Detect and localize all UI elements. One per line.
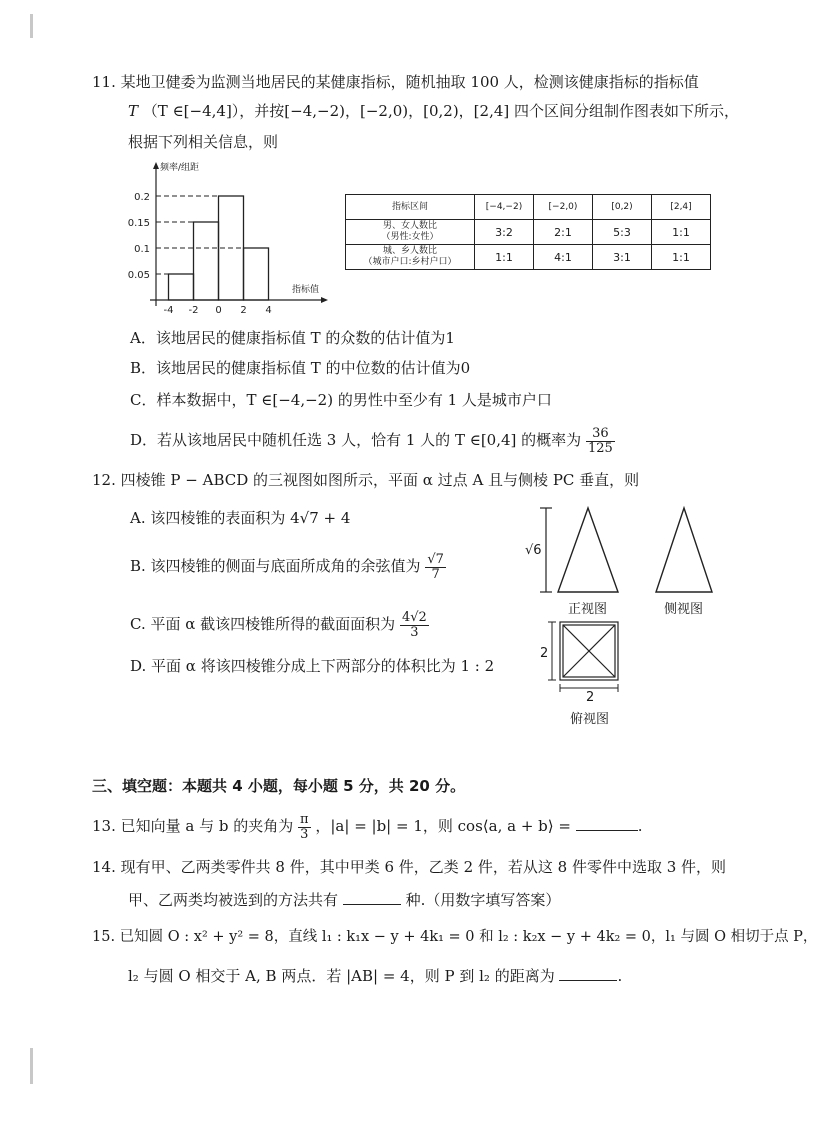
- q11-option-a: A．该地居民的健康指标值 T 的众数的估计值为1: [130, 329, 455, 347]
- q15-text-1: 已知圆 O : x² + y² = 8，直线 l₁ : k₁x − y + 4k₁ = 0 和 l₂ : k₂x − y + 4k₂ = 0，l₁ 与圆 O 相切于点 P，: [119, 929, 817, 945]
- x-tick-label: -2: [188, 305, 199, 316]
- y-axis-label: 频率/组距: [160, 163, 200, 173]
- table-header-cell: [2,4]: [652, 195, 711, 220]
- table-cell: 5:3: [593, 220, 652, 245]
- table-cell: 2:1: [534, 220, 593, 245]
- q15-line-2: [128, 964, 622, 986]
- q12-option-b: [130, 548, 446, 584]
- y-tick-label: 0.2: [134, 192, 150, 203]
- q14-text-1: 现有甲、乙两类零件共 8 件，其中甲类 6 件，乙类 2 件，若从这 8 件零件中选取 3 件，则: [120, 858, 727, 876]
- question-13: [92, 808, 643, 844]
- side-view-triangle: [656, 508, 712, 592]
- top-view-label: 俯视图: [570, 712, 610, 727]
- table-cell: 1:1: [652, 220, 711, 245]
- y-axis-arrow: [153, 162, 159, 169]
- row-label-line: （男性:女性）: [381, 232, 439, 242]
- front-view-label: 正视图: [568, 602, 608, 617]
- q11-line-1: [92, 72, 699, 92]
- q14-line-1: [92, 857, 726, 877]
- q13-answer-blank[interactable]: [576, 814, 638, 831]
- q13-number: 13.: [92, 817, 116, 835]
- q15-number: 15.: [92, 929, 116, 945]
- q11-option-b: B．该地居民的健康指标值 T 的中位数的估计值为0: [130, 359, 471, 377]
- q11-line-3: 根据下列相关信息，则: [128, 133, 279, 151]
- q12-option-c-text: C. 平面 α 截该四棱锥所得的截面面积为: [130, 615, 396, 633]
- fraction-denominator: 7: [431, 566, 440, 582]
- table-header-cell: [−4,−2): [475, 195, 534, 220]
- fraction-numerator: √7: [427, 551, 444, 567]
- x-axis-arrow: [321, 297, 328, 303]
- q11-number: 11.: [92, 73, 116, 91]
- q11-option-d-text: D．若从该地居民中随机任选 3 人，恰有 1 人的 T ∈[0,4] 的概率为: [130, 431, 582, 449]
- table-cell: 3:1: [593, 245, 652, 270]
- top-view-height-label: 2: [540, 646, 549, 661]
- fraction-numerator: 4√2: [401, 609, 427, 625]
- table-header-cell: [0,2): [593, 195, 652, 220]
- q14-line-2: [128, 888, 560, 910]
- row-label-line: 男、女人数比: [382, 221, 437, 231]
- three-view-drawing: [520, 498, 740, 728]
- q14-number: 14.: [92, 858, 116, 876]
- fraction-denominator: 3: [410, 624, 419, 640]
- q12-number: 12.: [92, 471, 116, 489]
- q12-option-b-fraction: [425, 553, 446, 582]
- q11-option-d: [130, 422, 615, 458]
- x-tick-label: 2: [240, 305, 247, 316]
- q11-line-2: [128, 101, 739, 121]
- frequency-histogram: [120, 160, 340, 316]
- table-cell: 1:1: [475, 245, 534, 270]
- row-label-line: 城、乡人数比: [382, 246, 437, 256]
- q14-text-2a: 甲、乙两类均被选到的方法共有: [128, 891, 339, 909]
- q11-option-c: C．样本数据中，T ∈[−4,−2) 的男性中至少有 1 人是城市户口: [130, 391, 552, 409]
- q11-stem-2-var: T: [128, 102, 139, 120]
- q13-text-1: 已知向量 a 与 b 的夹角为: [120, 817, 294, 835]
- fraction-denominator: 125: [587, 440, 613, 456]
- top-view-width-label: 2: [586, 690, 595, 705]
- table-row: [346, 220, 711, 245]
- side-view-label: 侧视图: [664, 602, 704, 617]
- top-view-square: [548, 622, 618, 692]
- q13-end: .: [637, 817, 643, 835]
- q14-answer-blank[interactable]: [343, 888, 401, 905]
- fraction-numerator: 36: [586, 427, 615, 442]
- histogram-bar: [244, 248, 269, 300]
- x-tick-label: -4: [163, 305, 174, 316]
- q12-option-c: [130, 606, 429, 642]
- y-tick-label: 0.1: [134, 244, 150, 255]
- q12-stem-line: [92, 470, 639, 490]
- q13-fraction: [298, 813, 311, 842]
- histogram-bar: [169, 274, 194, 300]
- table-row-label: [346, 220, 475, 245]
- q11-stem-1: 某地卫健委为监测当地居民的某健康指标，随机抽取 100 人，检测该健康指标的指标值: [120, 73, 699, 91]
- fraction-denominator: 3: [300, 826, 309, 842]
- q15-answer-blank[interactable]: [559, 964, 617, 981]
- table-header-cell: 指标区间: [346, 195, 475, 220]
- table-header-cell: [−2,0): [534, 195, 593, 220]
- q11-stem-2: （T ∈[−4,4]），并按[−4,−2)，[−2,0)，[0,2)，[2,4] 四个区间分组制作图表如下所示，: [142, 102, 740, 120]
- x-tick-label: 0: [215, 305, 222, 316]
- q13-text-2: ，|a| = |b| = 1，则 cos⟨a, a + b⟩ =: [315, 817, 571, 835]
- fraction-numerator: π: [300, 811, 309, 827]
- q15-line-1: [92, 927, 817, 947]
- q14-text-2b: 种.（用数字填写答案）: [405, 891, 561, 909]
- histogram-bar: [194, 222, 219, 300]
- row-label-line: （城市户口:乡村户口）: [363, 257, 457, 267]
- scan-edge-mark-bottom: [30, 1048, 33, 1084]
- x-tick-label: 4: [265, 305, 272, 316]
- table-cell: 4:1: [534, 245, 593, 270]
- q15-text-2a: l₂ 与圆 O 相交于 A, B 两点．若 |AB| = 4，则 P 到 l₂ 的距离为: [128, 967, 555, 985]
- section-3-heading: 三、填空题：本题共 4 小题，每小题 5 分，共 20 分。: [92, 777, 466, 795]
- height-label: √6: [525, 543, 542, 558]
- q12-option-a: A. 该四棱锥的表面积为 4√7 + 4: [130, 509, 351, 527]
- x-axis-label: 指标值: [292, 285, 320, 295]
- q11-option-d-fraction: [586, 427, 615, 456]
- table-header-row: [346, 195, 711, 220]
- q12-option-d: D. 平面 α 将该四棱锥分成上下两部分的体积比为 1 : 2: [130, 657, 495, 675]
- y-tick-label: 0.15: [127, 218, 150, 229]
- table-row-label: [346, 245, 475, 270]
- q15-text-2b: .: [617, 967, 623, 985]
- front-view-triangle: [540, 508, 618, 592]
- q12-stem: 四棱锥 P − ABCD 的三视图如图所示，平面 α 过点 A 且与侧棱 PC 垂直，则: [120, 471, 640, 489]
- table-cell: 1:1: [652, 245, 711, 270]
- table-cell: 3:2: [475, 220, 534, 245]
- table-row: [346, 245, 711, 270]
- q12-option-b-text: B. 该四棱锥的侧面与底面所成角的余弦值为: [130, 557, 421, 575]
- scan-edge-mark-top: [30, 14, 33, 38]
- q12-option-c-fraction: [400, 611, 429, 640]
- y-tick-label: 0.05: [127, 270, 150, 281]
- group-ratio-table: [345, 194, 711, 270]
